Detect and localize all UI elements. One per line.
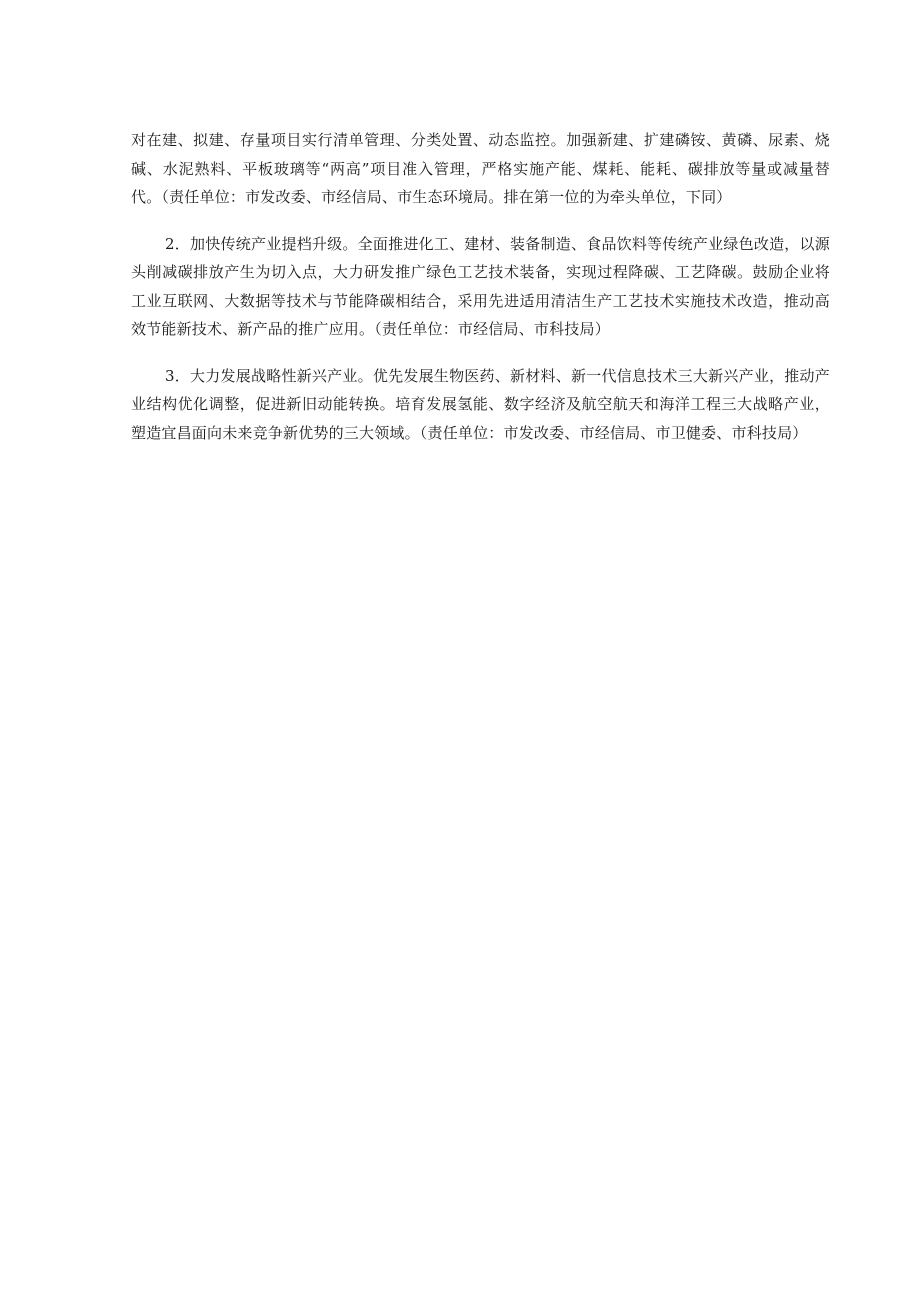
paragraph-item-2: 2．加快传统产业提档升级。全面推进化工、建材、装备制造、食品饮料等传统产业绿色改造，以源头削减碳排放产生为切入点，大力研发推广绿色工艺技术装备，实现过程降碳、工艺降碳。鼓励企业将工业互联网、大数据等技术与节能降碳相结合，采用先进适用清洁生产工艺技术实施技术改造，推动高效节能新技术、新产品的推广应用。（责任单位：市经信局、市科技局） — [131, 234, 830, 338]
paragraph-continuation: 对在建、拟建、存量项目实行清单管理、分类处置、动态监控。加强新建、扩建磷铵、黄磷、尿素、烧碱、水泥熟料、平板玻璃等“两高”项目准入管理，严格实施产能、煤耗、能耗、碳排放等量或减量替代。（责任单位：市发改委、市经信局、市生态环境局。排在第一位的为牵头单位，下同） — [131, 131, 830, 206]
paragraph-item-3: 3．大力发展战略性新兴产业。优先发展生物医药、新材料、新一代信息技术三大新兴产业，推动产业结构优化调整，促进新旧动能转换。培育发展氢能、数字经济及航空航天和海洋工程三大战略产业，塑造宜昌面向未来竞争新优势的三大领域。（责任单位：市发改委、市经信局、市卫健委、市科技局） — [131, 366, 830, 442]
document-body — [131, 126, 830, 447]
